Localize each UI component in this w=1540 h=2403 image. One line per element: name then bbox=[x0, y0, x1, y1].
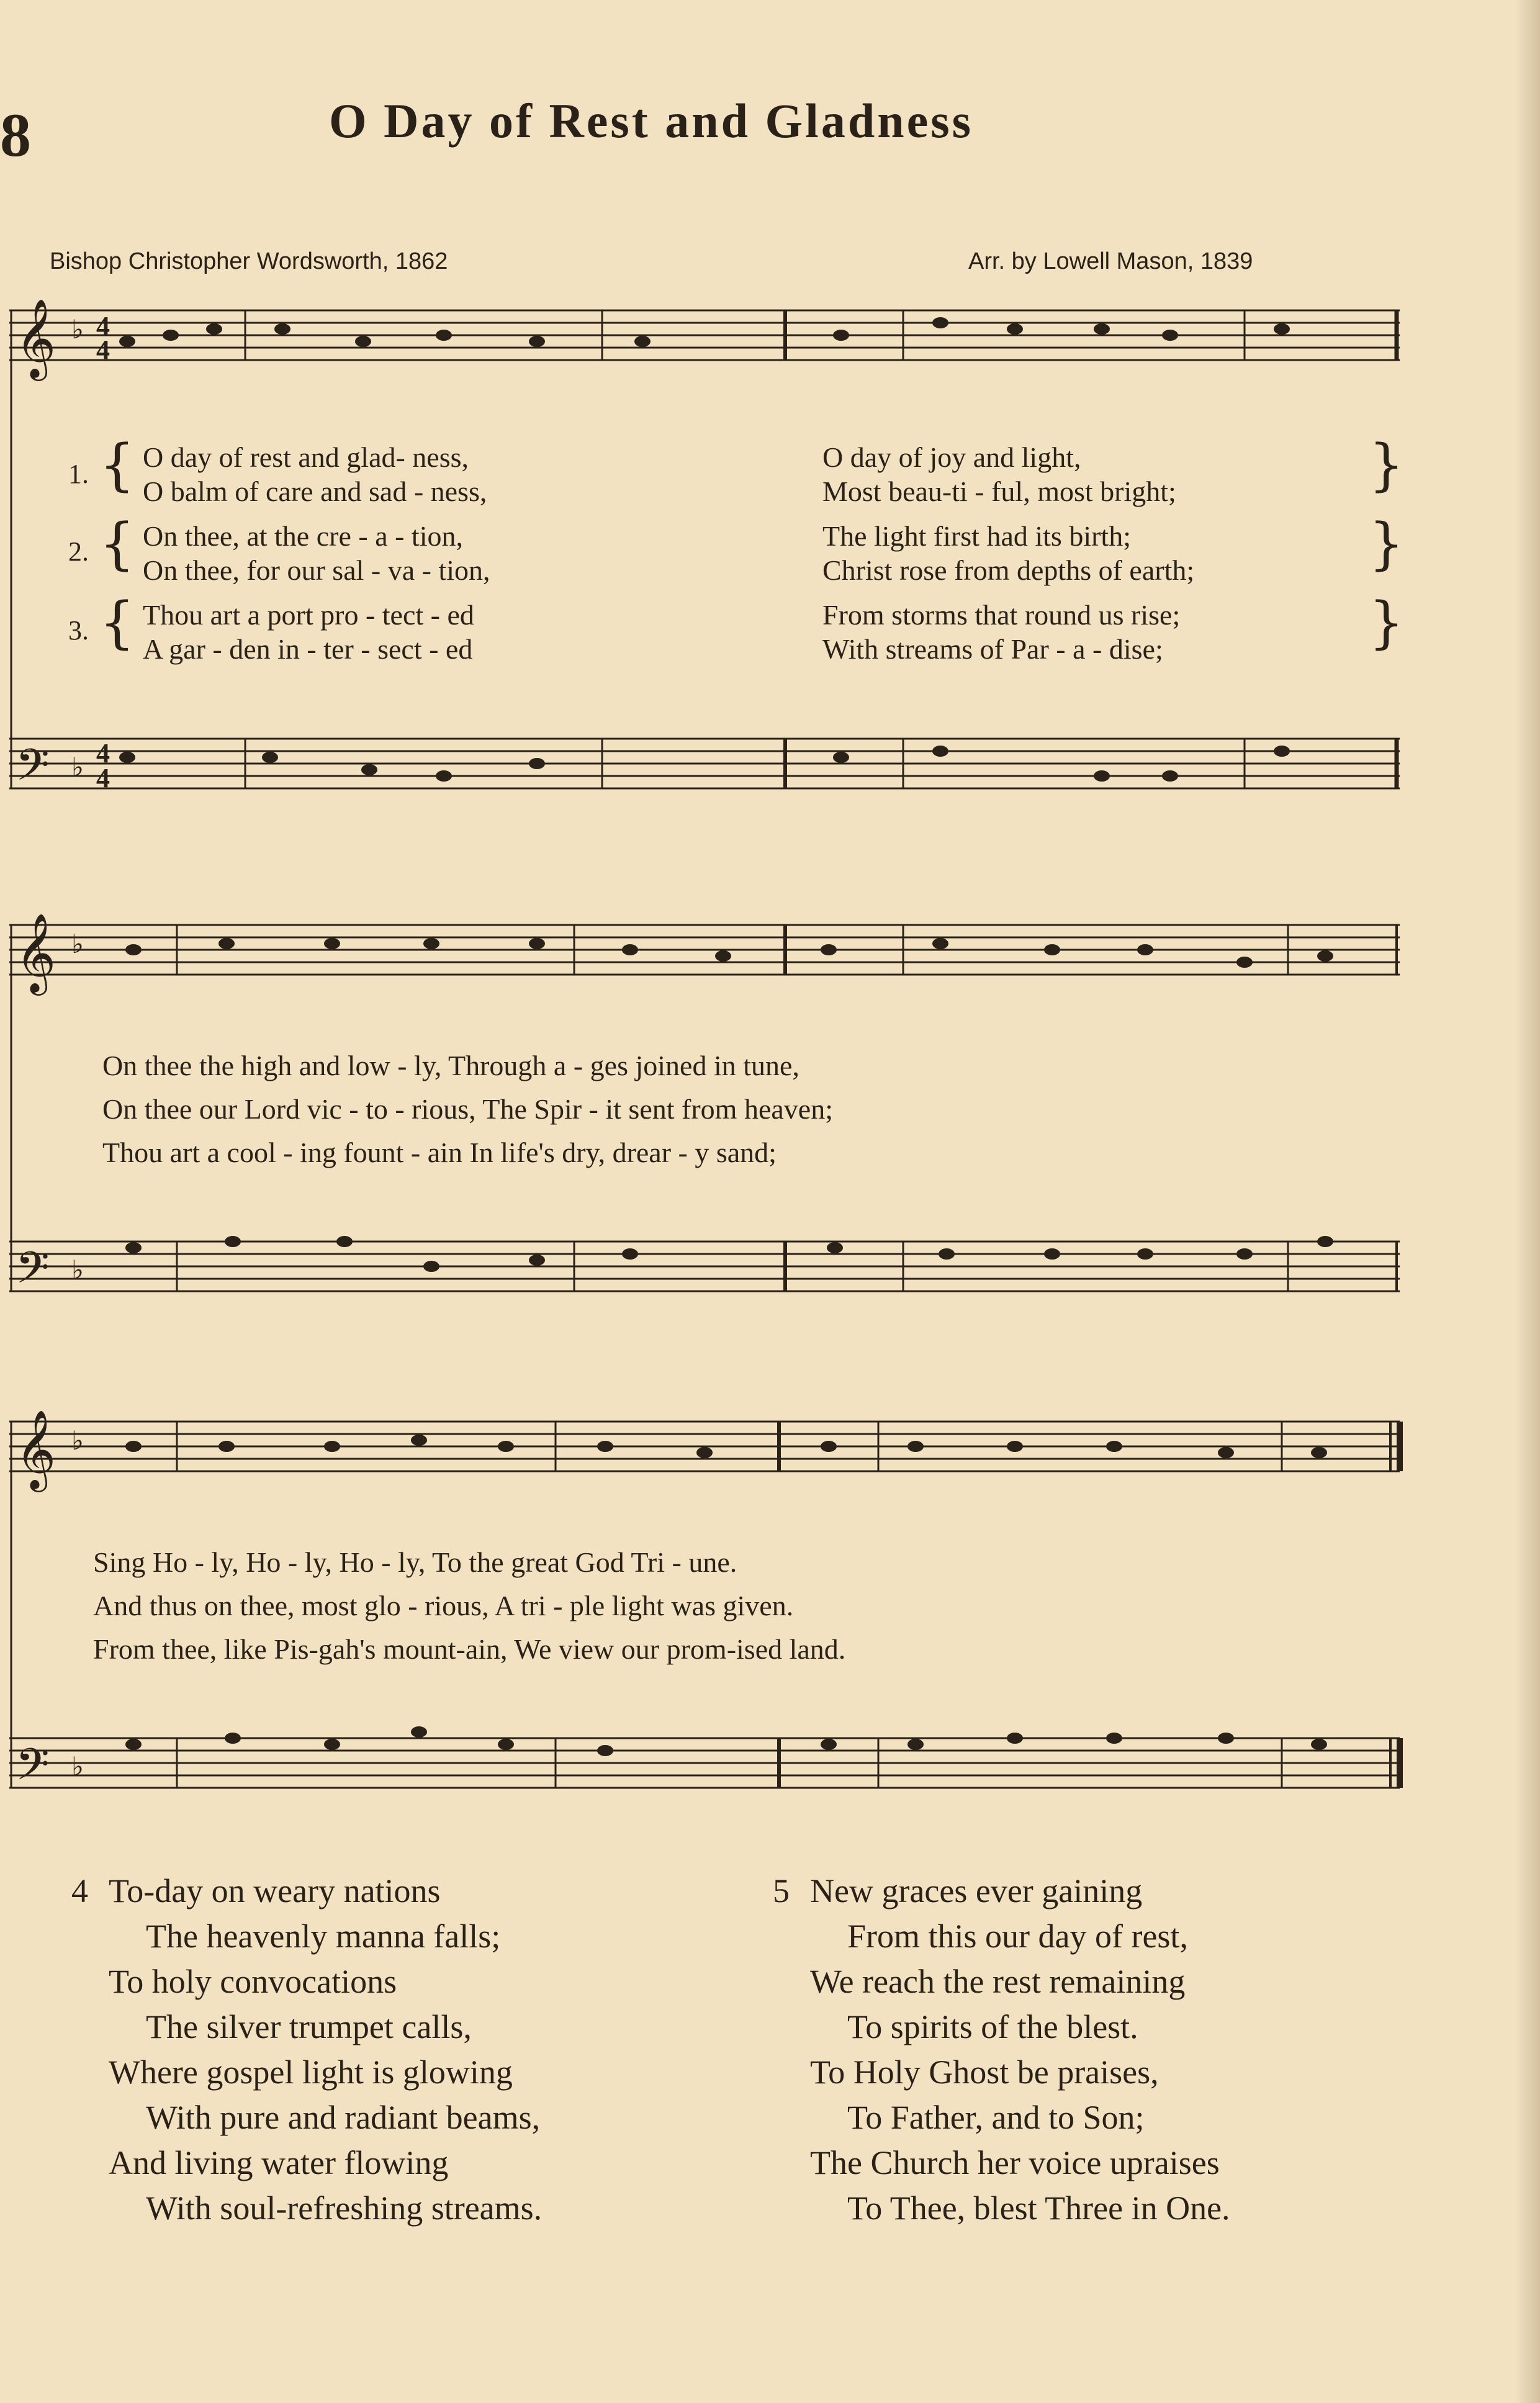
stanza-line: We reach the rest remaining bbox=[810, 1963, 1186, 2000]
page-edge-shadow bbox=[1515, 0, 1540, 2403]
music-system-2 bbox=[9, 906, 1406, 1341]
music-system-3 bbox=[9, 1403, 1406, 1837]
brace-verse-3: { bbox=[99, 590, 135, 656]
svg-text:𝄞: 𝄞 bbox=[16, 1409, 56, 1489]
brace-verse-1: { bbox=[99, 433, 135, 498]
stanza-line: The Church her voice upraises bbox=[810, 2144, 1220, 2181]
svg-text:♭: ♭ bbox=[71, 1427, 84, 1456]
lyric-line: O balm of care and sad - ness, bbox=[143, 476, 487, 507]
lyric-line: O day of rest and glad- ness, bbox=[143, 441, 469, 473]
lyric-line: Most beau-ti - ful, most bright; bbox=[822, 476, 1176, 507]
stanza-5 bbox=[773, 1869, 1230, 2231]
lyric-line: O day of joy and light, bbox=[822, 441, 1081, 473]
stanza-line: The heavenly manna falls; bbox=[146, 1918, 501, 1955]
svg-text:♭: ♭ bbox=[71, 754, 84, 782]
stanza-line: The silver trumpet calls, bbox=[146, 2008, 472, 2045]
svg-text:𝄞: 𝄞 bbox=[16, 298, 56, 377]
lyric-line: Thou art a port pro - tect - ed bbox=[143, 599, 474, 631]
stanza-number: 4 bbox=[71, 1872, 88, 1909]
lyric-line: The light first had its birth; bbox=[822, 520, 1131, 552]
verse-number-1: 1. bbox=[68, 459, 89, 489]
svg-text:4: 4 bbox=[96, 311, 110, 341]
svg-text:4: 4 bbox=[96, 763, 110, 793]
lyric-line: On thee, for our sal - va - tion, bbox=[143, 554, 490, 586]
verse-number-2: 2. bbox=[68, 536, 89, 567]
stanza-line: New graces ever gaining bbox=[810, 1872, 1143, 1909]
lyric-line: On thee the high and low - ly, Through a - ges joined in tune, bbox=[102, 1050, 799, 1081]
stanza-line: To Father, and to Son; bbox=[847, 2099, 1145, 2136]
stanza-line: Where gospel light is glowing bbox=[109, 2054, 513, 2091]
stanza-line: With soul-refreshing streams. bbox=[146, 2189, 543, 2227]
arranger-credit: Arr. by Lowell Mason, 1839 bbox=[968, 248, 1253, 274]
verse-number-3: 3. bbox=[68, 615, 89, 646]
svg-text:♭: ♭ bbox=[71, 316, 84, 345]
svg-text:𝄢: 𝄢 bbox=[16, 1243, 50, 1304]
stanza-line: And living water flowing bbox=[109, 2144, 449, 2181]
lyric-line: On thee, at the cre - a - tion, bbox=[143, 520, 463, 552]
page-number: 8 bbox=[0, 101, 31, 169]
svg-text:𝄞: 𝄞 bbox=[16, 913, 56, 992]
svg-text:4: 4 bbox=[96, 335, 110, 365]
brace-right-3: } bbox=[1369, 590, 1405, 656]
stanza-line: To Holy Ghost be praises, bbox=[810, 2054, 1159, 2091]
lyric-line: From storms that round us rise; bbox=[822, 599, 1181, 631]
stanza-line: To-day on weary nations bbox=[109, 1872, 441, 1909]
svg-text:♭: ♭ bbox=[71, 1256, 84, 1285]
stanza-line: With pure and radiant beams, bbox=[146, 2099, 541, 2136]
lyric-line: From thee, like Pis-gah's mount-ain, We view our prom-ised land. bbox=[93, 1633, 846, 1665]
brace-right-1: } bbox=[1369, 433, 1405, 498]
svg-text:♭: ♭ bbox=[71, 1753, 84, 1782]
lyric-line: Christ rose from depths of earth; bbox=[822, 554, 1195, 586]
lyric-line: On thee our Lord vic - to - rious, The Spir - it sent from heaven; bbox=[102, 1093, 833, 1125]
lyric-line: A gar - den in - ter - sect - ed bbox=[143, 633, 473, 665]
music-system-1 bbox=[9, 292, 1406, 826]
stanza-line: To holy convocations bbox=[109, 1963, 397, 2000]
brace-verse-2: { bbox=[99, 512, 135, 577]
hymn-title: O Day of Rest and Gladness bbox=[329, 94, 973, 148]
lyric-line: And thus on thee, most glo - rious, A tri - ple light was given. bbox=[93, 1590, 794, 1621]
stanza-line: To spirits of the blest. bbox=[847, 2008, 1138, 2045]
svg-text:𝄢: 𝄢 bbox=[16, 740, 50, 801]
stanza-4 bbox=[71, 1869, 543, 2231]
stanza-line: To Thee, blest Three in One. bbox=[847, 2189, 1230, 2227]
svg-text:4: 4 bbox=[96, 738, 110, 769]
stanza-number: 5 bbox=[773, 1872, 790, 1909]
svg-text:♭: ♭ bbox=[71, 931, 84, 959]
author-credit: Bishop Christopher Wordsworth, 1862 bbox=[50, 248, 448, 274]
lyric-line: Sing Ho - ly, Ho - ly, Ho - ly, To the great God Tri - une. bbox=[93, 1546, 737, 1578]
lyric-line: Thou art a cool - ing fount - ain In life's dry, drear - y sand; bbox=[102, 1137, 777, 1168]
svg-text:𝄢: 𝄢 bbox=[16, 1739, 50, 1801]
brace-right-2: } bbox=[1369, 512, 1405, 577]
lyric-line: With streams of Par - a - dise; bbox=[822, 633, 1163, 665]
stanza-line: From this our day of rest, bbox=[847, 1918, 1188, 1955]
